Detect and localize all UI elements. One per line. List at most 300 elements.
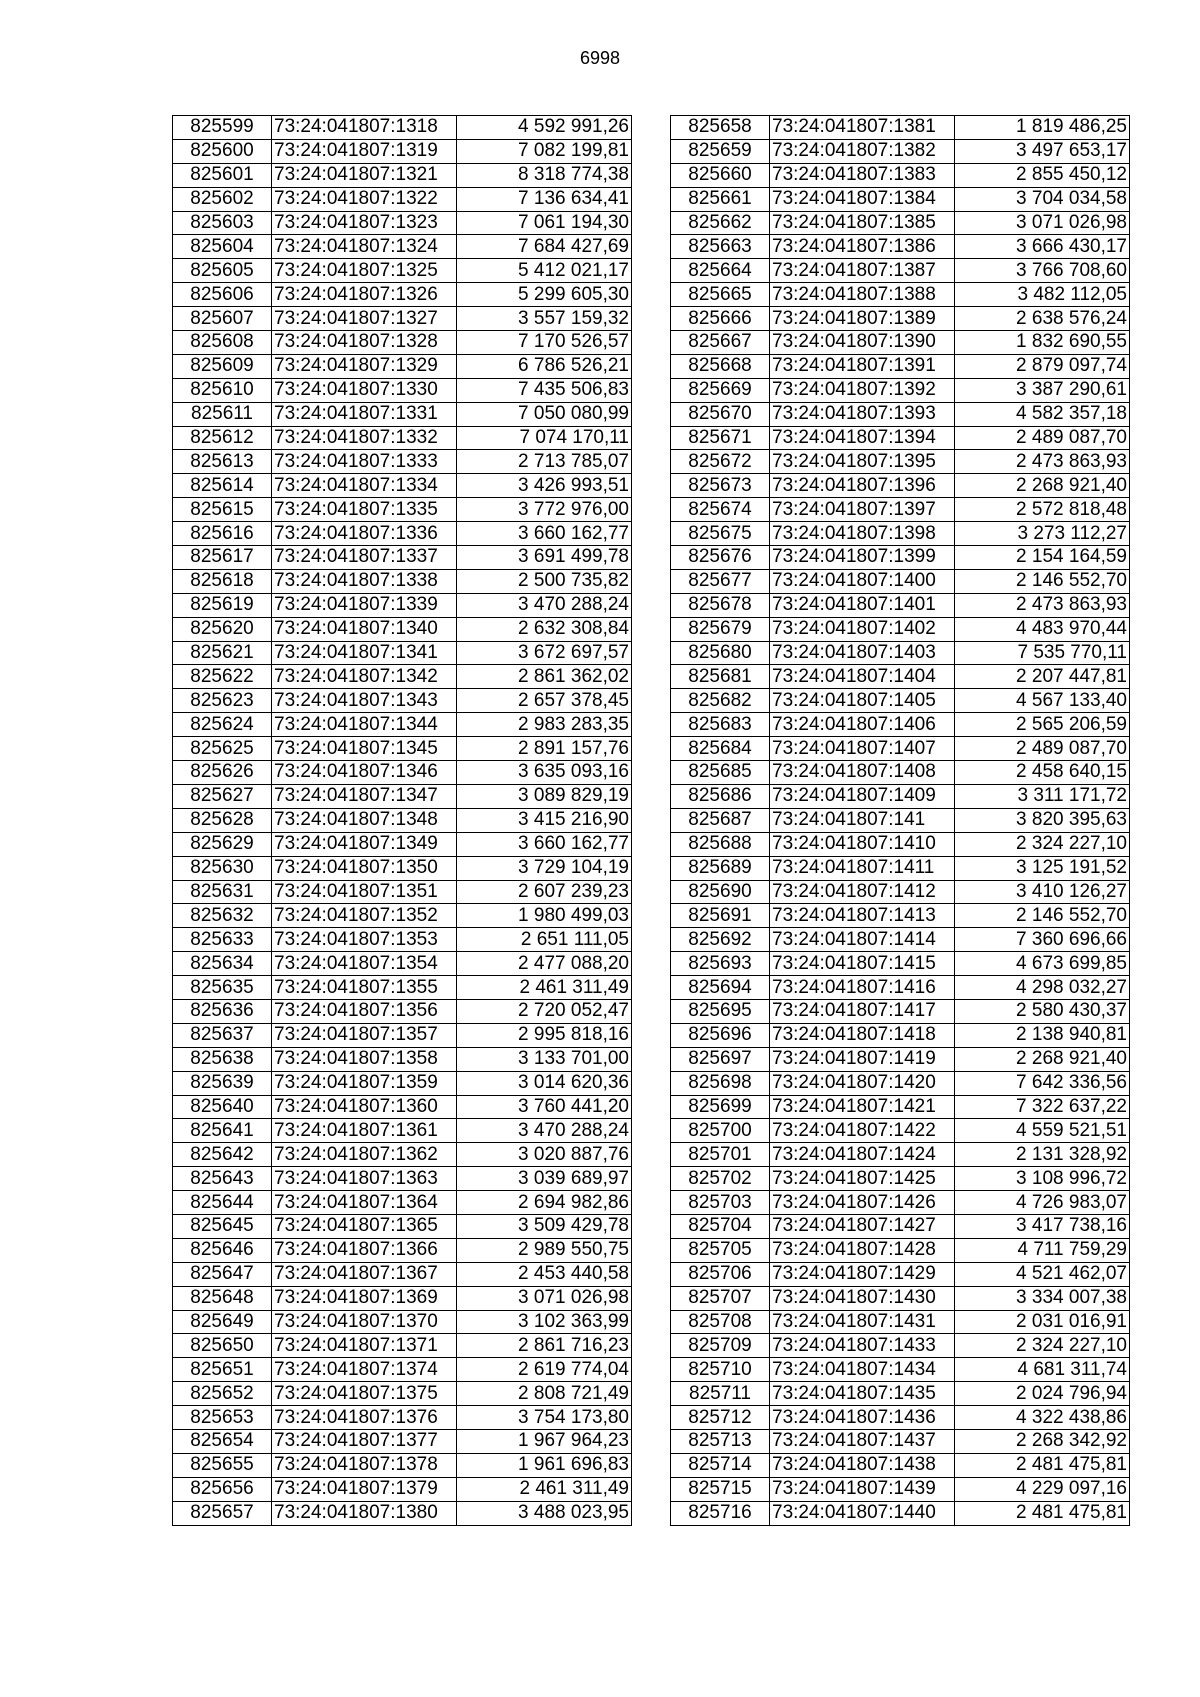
- cadastral-number-cell: 73:24:041807:1388: [770, 283, 955, 307]
- table-row: [173, 1023, 632, 1047]
- cadastral-number-cell: 73:24:041807:1380: [272, 1501, 457, 1525]
- record-number-cell: 825649: [173, 1310, 272, 1334]
- cadastral-number-cell: 73:24:041807:1351: [272, 880, 457, 904]
- table-row: [173, 713, 632, 737]
- record-number-cell: 825689: [671, 856, 770, 880]
- record-number-cell: 825625: [173, 737, 272, 761]
- record-number-cell: 825636: [173, 999, 272, 1023]
- cadastral-value-cell: 7 050 080,99: [457, 402, 632, 426]
- cadastral-value-cell: 2 619 774,04: [457, 1358, 632, 1382]
- cadastral-value-cell: 2 607 239,23: [457, 880, 632, 904]
- table-row: [173, 928, 632, 952]
- record-number-cell: 825642: [173, 1143, 272, 1167]
- record-number-cell: 825714: [671, 1453, 770, 1477]
- record-number-cell: 825632: [173, 904, 272, 928]
- cadastral-value-cell: 7 074 170,11: [457, 426, 632, 450]
- table-row: [173, 1406, 632, 1430]
- table-row: [671, 378, 1130, 402]
- cadastral-number-cell: 73:24:041807:1347: [272, 784, 457, 808]
- record-number-cell: 825647: [173, 1262, 272, 1286]
- record-number-cell: 825615: [173, 498, 272, 522]
- record-number-cell: 825713: [671, 1429, 770, 1453]
- cadastral-value-cell: 3 820 395,63: [955, 808, 1130, 832]
- record-number-cell: 825633: [173, 928, 272, 952]
- cadastral-value-cell: 3 311 171,72: [955, 784, 1130, 808]
- table-row: [671, 1167, 1130, 1191]
- record-number-cell: 825708: [671, 1310, 770, 1334]
- table-row: [671, 307, 1130, 331]
- table-row: [671, 163, 1130, 187]
- cadastral-number-cell: 73:24:041807:1422: [770, 1119, 955, 1143]
- cadastral-number-cell: 73:24:041807:1412: [770, 880, 955, 904]
- table-row: [671, 784, 1130, 808]
- record-number-cell: 825712: [671, 1406, 770, 1430]
- table-row: [173, 689, 632, 713]
- cadastral-number-cell: 73:24:041807:1362: [272, 1143, 457, 1167]
- table-row: [173, 1047, 632, 1071]
- record-number-cell: 825690: [671, 880, 770, 904]
- cadastral-value-cell: 4 322 438,86: [955, 1406, 1130, 1430]
- cadastral-value-cell: 2 461 311,49: [457, 976, 632, 1000]
- cadastral-number-cell: 73:24:041807:1364: [272, 1191, 457, 1215]
- cadastral-number-cell: 73:24:041807:1428: [770, 1238, 955, 1262]
- cadastral-number-cell: 73:24:041807:1355: [272, 976, 457, 1000]
- record-number-cell: 825602: [173, 187, 272, 211]
- cadastral-number-cell: 73:24:041807:1353: [272, 928, 457, 952]
- table-row: [173, 761, 632, 785]
- record-number-cell: 825623: [173, 689, 272, 713]
- record-number-cell: 825671: [671, 426, 770, 450]
- table-row: [671, 928, 1130, 952]
- table-row: [671, 211, 1130, 235]
- cadastral-value-cell: 1 967 964,23: [457, 1429, 632, 1453]
- cadastral-value-cell: 3 102 363,99: [457, 1310, 632, 1334]
- cadastral-value-cell: 2 477 088,20: [457, 952, 632, 976]
- cadastral-value-cell: 3 426 993,51: [457, 474, 632, 498]
- record-number-cell: 825660: [671, 163, 770, 187]
- record-number-cell: 825614: [173, 474, 272, 498]
- record-number-cell: 825699: [671, 1095, 770, 1119]
- table-row: [173, 1310, 632, 1334]
- record-number-cell: 825709: [671, 1334, 770, 1358]
- cadastral-number-cell: 73:24:041807:1389: [770, 307, 955, 331]
- cadastral-number-cell: 73:24:041807:1405: [770, 689, 955, 713]
- table-row: [671, 450, 1130, 474]
- record-number-cell: 825664: [671, 259, 770, 283]
- table-row: [671, 402, 1130, 426]
- table-row: [671, 1334, 1130, 1358]
- cadastral-value-cell: 3 660 162,77: [457, 832, 632, 856]
- cadastral-number-cell: 73:24:041807:1393: [770, 402, 955, 426]
- cadastral-number-cell: 73:24:041807:1358: [272, 1047, 457, 1071]
- table-row: [671, 1047, 1130, 1071]
- table-row: [173, 1453, 632, 1477]
- table-row: [173, 569, 632, 593]
- cadastral-value-cell: 3 417 738,16: [955, 1214, 1130, 1238]
- cadastral-number-cell: 73:24:041807:1354: [272, 952, 457, 976]
- record-number-cell: 825640: [173, 1095, 272, 1119]
- table-row: [173, 426, 632, 450]
- table-row: [173, 546, 632, 570]
- table-row: [671, 880, 1130, 904]
- cadastral-number-cell: 73:24:041807:1387: [770, 259, 955, 283]
- table-row: [671, 1095, 1130, 1119]
- record-number-cell: 825621: [173, 641, 272, 665]
- record-number-cell: 825651: [173, 1358, 272, 1382]
- cadastral-number-cell: 73:24:041807:1377: [272, 1429, 457, 1453]
- cadastral-number-cell: 73:24:041807:1398: [770, 522, 955, 546]
- cadastral-value-cell: 2 146 552,70: [955, 904, 1130, 928]
- cadastral-number-cell: 73:24:041807:1348: [272, 808, 457, 832]
- cadastral-number-cell: 73:24:041807:1434: [770, 1358, 955, 1382]
- table-row: [173, 522, 632, 546]
- cadastral-value-cell: 3 108 996,72: [955, 1167, 1130, 1191]
- cadastral-number-cell: 73:24:041807:1346: [272, 761, 457, 785]
- cadastral-value-cell: 3 672 697,57: [457, 641, 632, 665]
- record-number-cell: 825606: [173, 283, 272, 307]
- table-row: [671, 761, 1130, 785]
- record-number-cell: 825608: [173, 331, 272, 355]
- cadastral-number-cell: 73:24:041807:1365: [272, 1214, 457, 1238]
- cadastral-value-cell: 2 989 550,75: [457, 1238, 632, 1262]
- cadastral-number-cell: 73:24:041807:1397: [770, 498, 955, 522]
- record-number-cell: 825605: [173, 259, 272, 283]
- table-row: [671, 139, 1130, 163]
- table-row: [173, 498, 632, 522]
- cadastral-value-cell: 6 786 526,21: [457, 354, 632, 378]
- cadastral-number-cell: 73:24:041807:1360: [272, 1095, 457, 1119]
- cadastral-value-cell: 7 322 637,22: [955, 1095, 1130, 1119]
- cadastral-number-cell: 73:24:041807:1427: [770, 1214, 955, 1238]
- cadastral-number-cell: 73:24:041807:1376: [272, 1406, 457, 1430]
- record-number-cell: 825622: [173, 665, 272, 689]
- record-number-cell: 825629: [173, 832, 272, 856]
- cadastral-value-cell: 4 592 991,26: [457, 116, 632, 140]
- cadastral-number-cell: 73:24:041807:1404: [770, 665, 955, 689]
- cadastral-value-cell: 4 673 699,85: [955, 952, 1130, 976]
- cadastral-number-cell: 73:24:041807:1321: [272, 163, 457, 187]
- cadastral-value-cell: 7 170 526,57: [457, 331, 632, 355]
- cadastral-value-cell: 3 014 620,36: [457, 1071, 632, 1095]
- cadastral-number-cell: 73:24:041807:1366: [272, 1238, 457, 1262]
- table-row: [173, 307, 632, 331]
- record-number-cell: 825696: [671, 1023, 770, 1047]
- table-row: [173, 1167, 632, 1191]
- record-number-cell: 825682: [671, 689, 770, 713]
- table-row: [671, 1382, 1130, 1406]
- table-row: [173, 116, 632, 140]
- table-row: [671, 713, 1130, 737]
- cadastral-number-cell: 73:24:041807:1420: [770, 1071, 955, 1095]
- cadastral-number-cell: 73:24:041807:1385: [770, 211, 955, 235]
- record-number-cell: 825619: [173, 593, 272, 617]
- cadastral-value-cell: 2 657 378,45: [457, 689, 632, 713]
- table-row: [173, 784, 632, 808]
- record-number-cell: 825694: [671, 976, 770, 1000]
- table-row: [173, 378, 632, 402]
- cadastral-number-cell: 73:24:041807:1433: [770, 1334, 955, 1358]
- cadastral-number-cell: 73:24:041807:1343: [272, 689, 457, 713]
- table-row: [671, 283, 1130, 307]
- cadastral-number-cell: 73:24:041807:1399: [770, 546, 955, 570]
- cadastral-value-cell: 3 410 126,27: [955, 880, 1130, 904]
- cadastral-number-cell: 73:24:041807:1369: [272, 1286, 457, 1310]
- table-row: [671, 1262, 1130, 1286]
- cadastral-value-cell: 7 684 427,69: [457, 235, 632, 259]
- cadastral-number-cell: 73:24:041807:1414: [770, 928, 955, 952]
- cadastral-number-cell: 73:24:041807:1391: [770, 354, 955, 378]
- cadastral-number-cell: 73:24:041807:1409: [770, 784, 955, 808]
- cadastral-number-cell: 73:24:041807:1336: [272, 522, 457, 546]
- cadastral-number-cell: 73:24:041807:1421: [770, 1095, 955, 1119]
- cadastral-value-cell: 7 082 199,81: [457, 139, 632, 163]
- cadastral-value-cell: 2 268 342,92: [955, 1429, 1130, 1453]
- table-row: [671, 1406, 1130, 1430]
- cadastral-number-cell: 73:24:041807:1359: [272, 1071, 457, 1095]
- cadastral-value-cell: 3 666 430,17: [955, 235, 1130, 259]
- record-number-cell: 825688: [671, 832, 770, 856]
- cadastral-number-cell: 73:24:041807:1426: [770, 1191, 955, 1215]
- record-number-cell: 825663: [671, 235, 770, 259]
- record-number-cell: 825655: [173, 1453, 272, 1477]
- record-number-cell: 825609: [173, 354, 272, 378]
- cadastral-number-cell: 73:24:041807:1334: [272, 474, 457, 498]
- cadastral-value-cell: 2 461 311,49: [457, 1477, 632, 1501]
- record-number-cell: 825692: [671, 928, 770, 952]
- record-number-cell: 825683: [671, 713, 770, 737]
- table-row: [671, 1119, 1130, 1143]
- cadastral-value-cell: 3 482 112,05: [955, 283, 1130, 307]
- table-row: [173, 593, 632, 617]
- table-row: [173, 187, 632, 211]
- cadastral-value-cell: 2 808 721,49: [457, 1382, 632, 1406]
- cadastral-number-cell: 73:24:041807:1413: [770, 904, 955, 928]
- table-row: [671, 808, 1130, 832]
- cadastral-number-cell: 73:24:041807:1400: [770, 569, 955, 593]
- cadastral-value-cell: 3 133 701,00: [457, 1047, 632, 1071]
- record-number-cell: 825645: [173, 1214, 272, 1238]
- cadastral-number-cell: 73:24:041807:1357: [272, 1023, 457, 1047]
- table-row: [173, 1191, 632, 1215]
- cadastral-value-cell: 5 299 605,30: [457, 283, 632, 307]
- table-row: [671, 904, 1130, 928]
- cadastral-number-cell: 73:24:041807:1394: [770, 426, 955, 450]
- cadastral-number-cell: 73:24:041807:1396: [770, 474, 955, 498]
- cadastral-value-cell: 3 273 112,27: [955, 522, 1130, 546]
- cadastral-number-cell: 73:24:041807:1419: [770, 1047, 955, 1071]
- cadastral-value-cell: 7 642 336,56: [955, 1071, 1130, 1095]
- cadastral-value-cell: 4 681 311,74: [955, 1358, 1130, 1382]
- cadastral-value-cell: 2 324 227,10: [955, 1334, 1130, 1358]
- record-number-cell: 825667: [671, 331, 770, 355]
- record-number-cell: 825681: [671, 665, 770, 689]
- table-row: [173, 617, 632, 641]
- record-number-cell: 825604: [173, 235, 272, 259]
- record-number-cell: 825627: [173, 784, 272, 808]
- cadastral-value-cell: 2 572 818,48: [955, 498, 1130, 522]
- table-row: [173, 665, 632, 689]
- cadastral-value-cell: 4 521 462,07: [955, 1262, 1130, 1286]
- table-row: [671, 952, 1130, 976]
- cadastral-number-cell: 73:24:041807:1335: [272, 498, 457, 522]
- cadastral-value-cell: 7 061 194,30: [457, 211, 632, 235]
- cadastral-number-cell: 73:24:041807:1332: [272, 426, 457, 450]
- cadastral-value-cell: 3 754 173,80: [457, 1406, 632, 1430]
- record-number-cell: 825685: [671, 761, 770, 785]
- table-row: [671, 1286, 1130, 1310]
- table-row: [173, 450, 632, 474]
- cadastral-value-cell: 2 489 087,70: [955, 426, 1130, 450]
- record-number-cell: 825678: [671, 593, 770, 617]
- table-row: [173, 1143, 632, 1167]
- table-row: [671, 522, 1130, 546]
- record-number-cell: 825661: [671, 187, 770, 211]
- table-row: [671, 1238, 1130, 1262]
- table-row: [671, 1191, 1130, 1215]
- record-number-cell: 825707: [671, 1286, 770, 1310]
- table-row: [671, 856, 1130, 880]
- cadastral-value-cell: 7 136 634,41: [457, 187, 632, 211]
- table-row: [671, 617, 1130, 641]
- table-row: [671, 689, 1130, 713]
- cadastral-value-cell: 2 268 921,40: [955, 1047, 1130, 1071]
- cadastral-number-cell: 73:24:041807:1440: [770, 1501, 955, 1525]
- left-table-body: [173, 116, 632, 1526]
- table-row: [671, 426, 1130, 450]
- cadastral-number-cell: 73:24:041807:1381: [770, 116, 955, 140]
- cadastral-value-cell: 3 089 829,19: [457, 784, 632, 808]
- record-number-cell: 825618: [173, 569, 272, 593]
- record-number-cell: 825646: [173, 1238, 272, 1262]
- cadastral-value-cell: 7 535 770,11: [955, 641, 1130, 665]
- table-row: [173, 1501, 632, 1525]
- table-row: [173, 641, 632, 665]
- table-row: [671, 1310, 1130, 1334]
- cadastral-value-cell: 3 125 191,52: [955, 856, 1130, 880]
- cadastral-number-cell: 73:24:041807:1322: [272, 187, 457, 211]
- cadastral-number-cell: 73:24:041807:1425: [770, 1167, 955, 1191]
- record-number-cell: 825674: [671, 498, 770, 522]
- cadastral-value-cell: 4 483 970,44: [955, 617, 1130, 641]
- cadastral-value-cell: 2 146 552,70: [955, 569, 1130, 593]
- cadastral-value-cell: 3 415 216,90: [457, 808, 632, 832]
- cadastral-value-cell: 2 031 016,91: [955, 1310, 1130, 1334]
- table-row: [173, 1334, 632, 1358]
- cadastral-value-cell: 1 961 696,83: [457, 1453, 632, 1477]
- cadastral-value-cell: 2 879 097,74: [955, 354, 1130, 378]
- cadastral-value-cell: 3 509 429,78: [457, 1214, 632, 1238]
- cadastral-number-cell: 73:24:041807:1325: [272, 259, 457, 283]
- cadastral-value-cell: 3 635 093,16: [457, 761, 632, 785]
- cadastral-value-cell: 3 488 023,95: [457, 1501, 632, 1525]
- record-number-cell: 825686: [671, 784, 770, 808]
- record-number-cell: 825695: [671, 999, 770, 1023]
- cadastral-value-cell: 3 704 034,58: [955, 187, 1130, 211]
- record-number-cell: 825652: [173, 1382, 272, 1406]
- cadastral-value-cell: 2 995 818,16: [457, 1023, 632, 1047]
- record-number-cell: 825610: [173, 378, 272, 402]
- cadastral-value-cell: 2 861 716,23: [457, 1334, 632, 1358]
- table-row: [173, 474, 632, 498]
- cadastral-value-cell: 4 567 133,40: [955, 689, 1130, 713]
- cadastral-value-cell: 2 580 430,37: [955, 999, 1130, 1023]
- cadastral-number-cell: 73:24:041807:1429: [770, 1262, 955, 1286]
- left-registry-table: [172, 115, 632, 1526]
- cadastral-value-cell: 2 458 640,15: [955, 761, 1130, 785]
- table-row: [671, 1023, 1130, 1047]
- cadastral-number-cell: 73:24:041807:1371: [272, 1334, 457, 1358]
- record-number-cell: 825693: [671, 952, 770, 976]
- cadastral-value-cell: 1 980 499,03: [457, 904, 632, 928]
- record-number-cell: 825650: [173, 1334, 272, 1358]
- record-number-cell: 825656: [173, 1477, 272, 1501]
- cadastral-value-cell: 4 726 983,07: [955, 1191, 1130, 1215]
- record-number-cell: 825702: [671, 1167, 770, 1191]
- cadastral-value-cell: 3 497 653,17: [955, 139, 1130, 163]
- cadastral-value-cell: 3 039 689,97: [457, 1167, 632, 1191]
- record-number-cell: 825617: [173, 546, 272, 570]
- cadastral-value-cell: 2 565 206,59: [955, 713, 1130, 737]
- table-row: [173, 1429, 632, 1453]
- cadastral-number-cell: 73:24:041807:1418: [770, 1023, 955, 1047]
- record-number-cell: 825665: [671, 283, 770, 307]
- cadastral-value-cell: 3 760 441,20: [457, 1095, 632, 1119]
- cadastral-value-cell: 2 638 576,24: [955, 307, 1130, 331]
- cadastral-number-cell: 73:24:041807:1411: [770, 856, 955, 880]
- record-number-cell: 825706: [671, 1262, 770, 1286]
- table-row: [173, 283, 632, 307]
- record-number-cell: 825715: [671, 1477, 770, 1501]
- cadastral-number-cell: 73:24:041807:1333: [272, 450, 457, 474]
- cadastral-value-cell: 3 334 007,38: [955, 1286, 1130, 1310]
- cadastral-value-cell: 7 435 506,83: [457, 378, 632, 402]
- record-number-cell: 825628: [173, 808, 272, 832]
- cadastral-value-cell: 2 481 475,81: [955, 1501, 1130, 1525]
- cadastral-value-cell: 2 855 450,12: [955, 163, 1130, 187]
- table-row: [671, 1429, 1130, 1453]
- record-number-cell: 825700: [671, 1119, 770, 1143]
- cadastral-number-cell: 73:24:041807:1326: [272, 283, 457, 307]
- table-row: [173, 211, 632, 235]
- cadastral-value-cell: 3 470 288,24: [457, 1119, 632, 1143]
- cadastral-number-cell: 73:24:041807:1395: [770, 450, 955, 474]
- cadastral-value-cell: 4 582 357,18: [955, 402, 1130, 426]
- cadastral-number-cell: 73:24:041807:1356: [272, 999, 457, 1023]
- record-number-cell: 825679: [671, 617, 770, 641]
- table-row: [173, 1238, 632, 1262]
- record-number-cell: 825687: [671, 808, 770, 832]
- cadastral-value-cell: 2 207 447,81: [955, 665, 1130, 689]
- record-number-cell: 825613: [173, 450, 272, 474]
- cadastral-value-cell: 3 729 104,19: [457, 856, 632, 880]
- table-row: [671, 1143, 1130, 1167]
- record-number-cell: 825668: [671, 354, 770, 378]
- cadastral-value-cell: 2 500 735,82: [457, 569, 632, 593]
- record-number-cell: 825659: [671, 139, 770, 163]
- record-number-cell: 825666: [671, 307, 770, 331]
- cadastral-number-cell: 73:24:041807:1324: [272, 235, 457, 259]
- cadastral-number-cell: 73:24:041807:1327: [272, 307, 457, 331]
- record-number-cell: 825680: [671, 641, 770, 665]
- table-row: [671, 498, 1130, 522]
- record-number-cell: 825634: [173, 952, 272, 976]
- record-number-cell: 825607: [173, 307, 272, 331]
- record-number-cell: 825603: [173, 211, 272, 235]
- cadastral-number-cell: 73:24:041807:1390: [770, 331, 955, 355]
- cadastral-value-cell: 2 713 785,07: [457, 450, 632, 474]
- table-row: [671, 546, 1130, 570]
- cadastral-number-cell: 73:24:041807:1386: [770, 235, 955, 259]
